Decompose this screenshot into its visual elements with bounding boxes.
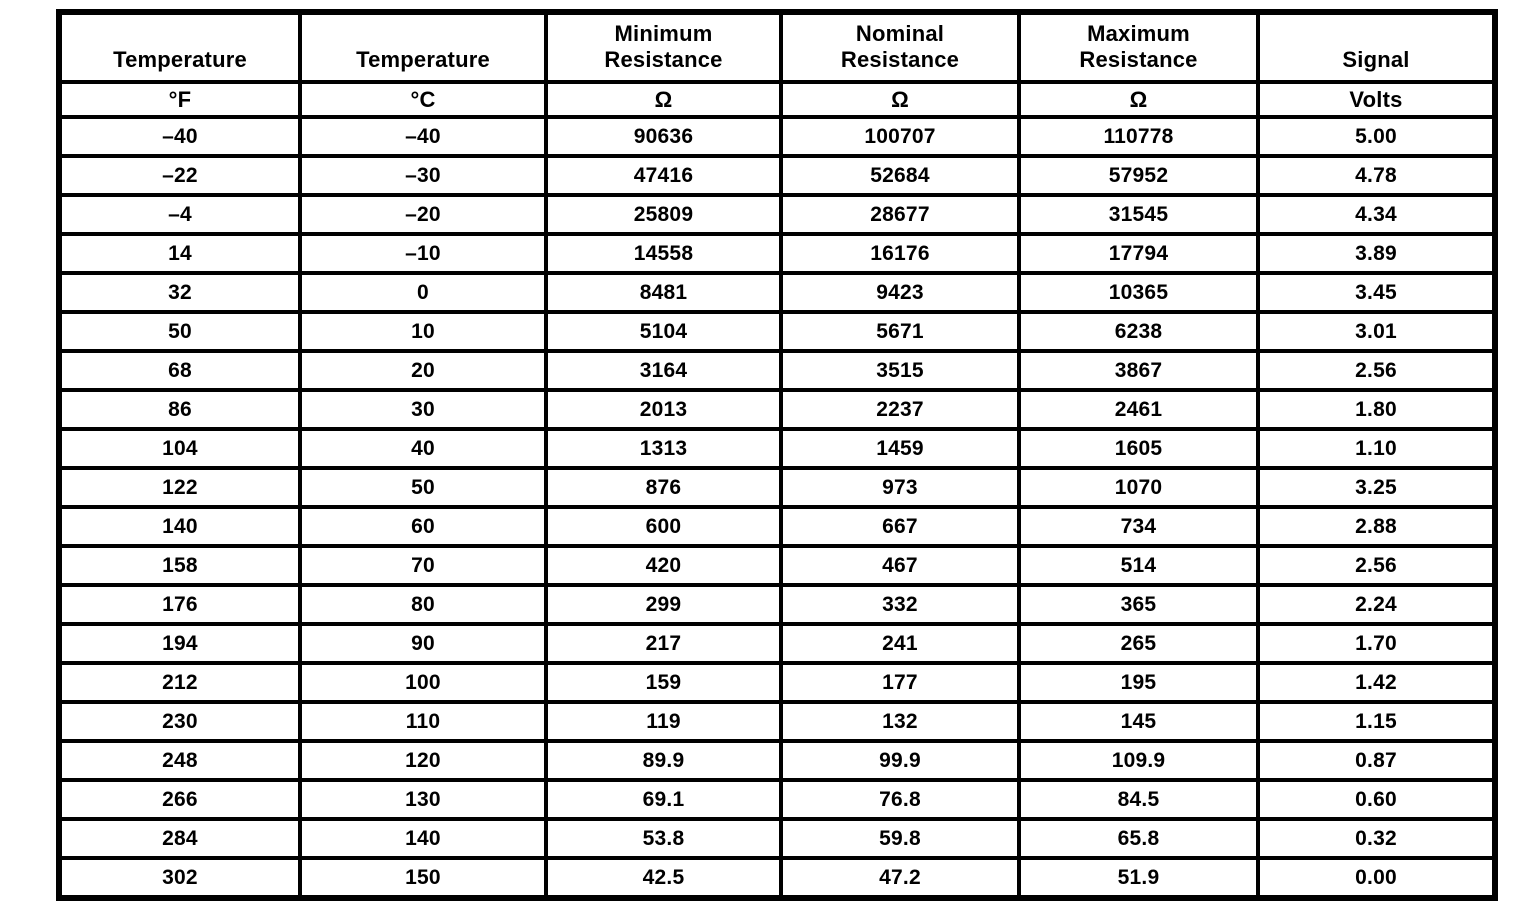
table-cell: 3867 xyxy=(1019,351,1258,390)
table-cell: 32 xyxy=(59,273,300,312)
table-cell: 51.9 xyxy=(1019,858,1258,898)
table-cell: 176 xyxy=(59,585,300,624)
table-cell: 16176 xyxy=(781,234,1019,273)
table-cell: 3.45 xyxy=(1258,273,1495,312)
table-cell: 28677 xyxy=(781,195,1019,234)
table-cell: 4.34 xyxy=(1258,195,1495,234)
table-cell: 5671 xyxy=(781,312,1019,351)
table-row xyxy=(59,429,1495,468)
table-cell: 600 xyxy=(546,507,781,546)
table-cell: 132 xyxy=(781,702,1019,741)
table-cell: 1.10 xyxy=(1258,429,1495,468)
table-cell: 194 xyxy=(59,624,300,663)
table-cell: –40 xyxy=(300,117,546,156)
table-row xyxy=(59,702,1495,741)
table-cell: 248 xyxy=(59,741,300,780)
table-cell: 47416 xyxy=(546,156,781,195)
table-cell: 109.9 xyxy=(1019,741,1258,780)
unit-ohms-max: Ω xyxy=(1019,82,1258,117)
table-row xyxy=(59,780,1495,819)
table-cell: 230 xyxy=(59,702,300,741)
table-cell: 0 xyxy=(300,273,546,312)
table-cell: 5.00 xyxy=(1258,117,1495,156)
table-cell: 119 xyxy=(546,702,781,741)
table-cell: 1459 xyxy=(781,429,1019,468)
unit-ohms-min: Ω xyxy=(546,82,781,117)
table-cell: 332 xyxy=(781,585,1019,624)
table-cell: 514 xyxy=(1019,546,1258,585)
table-cell: 104 xyxy=(59,429,300,468)
table-cell: 2461 xyxy=(1019,390,1258,429)
table-row xyxy=(59,858,1495,898)
unit-celsius: °C xyxy=(300,82,546,117)
table-cell: 241 xyxy=(781,624,1019,663)
table-cell: 0.60 xyxy=(1258,780,1495,819)
table-cell: 195 xyxy=(1019,663,1258,702)
table-cell: 57952 xyxy=(1019,156,1258,195)
col-header-line1: Nominal xyxy=(855,21,945,46)
table-cell: 122 xyxy=(59,468,300,507)
table-cell: 14 xyxy=(59,234,300,273)
table-header xyxy=(59,12,1495,117)
col-header-maximum-resistance xyxy=(1019,12,1258,82)
table-cell: 467 xyxy=(781,546,1019,585)
table-cell: 4.78 xyxy=(1258,156,1495,195)
table-cell: 1313 xyxy=(546,429,781,468)
table-cell: 159 xyxy=(546,663,781,702)
table-cell: 53.8 xyxy=(546,819,781,858)
table-cell: 140 xyxy=(59,507,300,546)
table-cell: 17794 xyxy=(1019,234,1258,273)
table-cell: 1605 xyxy=(1019,429,1258,468)
table-body xyxy=(59,117,1495,898)
table-cell: –22 xyxy=(59,156,300,195)
table-cell: 284 xyxy=(59,819,300,858)
table-cell: 110 xyxy=(300,702,546,741)
col-header-line2: Resistance xyxy=(604,47,723,72)
table-cell: 365 xyxy=(1019,585,1258,624)
table-row xyxy=(59,741,1495,780)
col-header-signal xyxy=(1258,12,1495,82)
table-cell: 8481 xyxy=(546,273,781,312)
table-cell: 40 xyxy=(300,429,546,468)
table-row xyxy=(59,663,1495,702)
col-header-minimum-resistance xyxy=(546,12,781,82)
col-header-line1: Maximum xyxy=(1087,21,1190,46)
table-cell: 47.2 xyxy=(781,858,1019,898)
table-cell: 734 xyxy=(1019,507,1258,546)
resistance-table xyxy=(56,9,1498,901)
table-cell: 9423 xyxy=(781,273,1019,312)
table-cell: 89.9 xyxy=(546,741,781,780)
table-cell: –30 xyxy=(300,156,546,195)
table-cell: 140 xyxy=(300,819,546,858)
table-cell: 84.5 xyxy=(1019,780,1258,819)
table-cell: 20 xyxy=(300,351,546,390)
col-header-line1: Minimum xyxy=(614,21,713,46)
table-cell: 1.15 xyxy=(1258,702,1495,741)
table-cell: 90 xyxy=(300,624,546,663)
table-cell: 120 xyxy=(300,741,546,780)
table-cell: 70 xyxy=(300,546,546,585)
table-cell: 266 xyxy=(59,780,300,819)
table-cell: 50 xyxy=(300,468,546,507)
table-cell: 100 xyxy=(300,663,546,702)
table-cell: 217 xyxy=(546,624,781,663)
table-cell: 65.8 xyxy=(1019,819,1258,858)
table-cell: 3.25 xyxy=(1258,468,1495,507)
table-cell: 2237 xyxy=(781,390,1019,429)
table-cell: 90636 xyxy=(546,117,781,156)
table-cell: 3515 xyxy=(781,351,1019,390)
table-row xyxy=(59,546,1495,585)
header-unit-row xyxy=(59,82,1495,117)
table-cell: 52684 xyxy=(781,156,1019,195)
table-cell: 177 xyxy=(781,663,1019,702)
table-cell: 299 xyxy=(546,585,781,624)
table-cell: 25809 xyxy=(546,195,781,234)
table-row xyxy=(59,351,1495,390)
table-cell: 1.80 xyxy=(1258,390,1495,429)
table-cell: 69.1 xyxy=(546,780,781,819)
table-cell: 31545 xyxy=(1019,195,1258,234)
table-cell: 2.56 xyxy=(1258,546,1495,585)
table-cell: 130 xyxy=(300,780,546,819)
col-header-line2: Resistance xyxy=(840,47,960,72)
table-cell: 10 xyxy=(300,312,546,351)
table-cell: 6238 xyxy=(1019,312,1258,351)
table-cell: 1.42 xyxy=(1258,663,1495,702)
table-cell: –10 xyxy=(300,234,546,273)
table-cell: 302 xyxy=(59,858,300,898)
table-row xyxy=(59,312,1495,351)
table-row xyxy=(59,819,1495,858)
col-header-temperature-f xyxy=(59,12,300,82)
table-cell: 14558 xyxy=(546,234,781,273)
table-row xyxy=(59,390,1495,429)
table-row xyxy=(59,195,1495,234)
col-header-temperature-c xyxy=(300,12,546,82)
table-cell: 212 xyxy=(59,663,300,702)
table-cell: 99.9 xyxy=(781,741,1019,780)
table-cell: 68 xyxy=(59,351,300,390)
table-cell: 2.24 xyxy=(1258,585,1495,624)
table-cell: 3.01 xyxy=(1258,312,1495,351)
table-cell: 3164 xyxy=(546,351,781,390)
table-row xyxy=(59,468,1495,507)
table-cell: 10365 xyxy=(1019,273,1258,312)
table-cell: 1.70 xyxy=(1258,624,1495,663)
table-row xyxy=(59,117,1495,156)
table-cell: 0.00 xyxy=(1258,858,1495,898)
table-cell: 265 xyxy=(1019,624,1258,663)
table-cell: 667 xyxy=(781,507,1019,546)
table-cell: 86 xyxy=(59,390,300,429)
unit-ohms-nominal: Ω xyxy=(781,82,1019,117)
table-cell: 59.8 xyxy=(781,819,1019,858)
table-cell: 30 xyxy=(300,390,546,429)
table-cell: 100707 xyxy=(781,117,1019,156)
table-row xyxy=(59,507,1495,546)
col-header-line1: Signal xyxy=(1342,47,1410,72)
table-row xyxy=(59,624,1495,663)
table-cell: 60 xyxy=(300,507,546,546)
unit-fahrenheit: °F xyxy=(59,82,300,117)
table-cell: 0.32 xyxy=(1258,819,1495,858)
table-row xyxy=(59,273,1495,312)
table-cell: 420 xyxy=(546,546,781,585)
col-header-line2: Resistance xyxy=(1079,47,1198,72)
table-cell: 76.8 xyxy=(781,780,1019,819)
table-cell: 2.56 xyxy=(1258,351,1495,390)
table-cell: 42.5 xyxy=(546,858,781,898)
table-cell: 973 xyxy=(781,468,1019,507)
table-cell: 876 xyxy=(546,468,781,507)
table-cell: 0.87 xyxy=(1258,741,1495,780)
table-cell: 50 xyxy=(59,312,300,351)
col-header-line1: Temperature xyxy=(356,47,490,72)
unit-volts: Volts xyxy=(1258,82,1495,117)
header-title-row xyxy=(59,12,1495,82)
table-row xyxy=(59,156,1495,195)
table-cell: 2013 xyxy=(546,390,781,429)
col-header-nominal-resistance xyxy=(781,12,1019,82)
table-cell: 2.88 xyxy=(1258,507,1495,546)
table-cell: –20 xyxy=(300,195,546,234)
table-cell: 110778 xyxy=(1019,117,1258,156)
table-cell: 5104 xyxy=(546,312,781,351)
table-cell: 158 xyxy=(59,546,300,585)
table-cell: 3.89 xyxy=(1258,234,1495,273)
col-header-line1: Temperature xyxy=(113,47,247,72)
table-cell: 80 xyxy=(300,585,546,624)
table-row xyxy=(59,234,1495,273)
table-cell: 1070 xyxy=(1019,468,1258,507)
table-cell: 145 xyxy=(1019,702,1258,741)
table-cell: –4 xyxy=(59,195,300,234)
table-row xyxy=(59,585,1495,624)
table-cell: 150 xyxy=(300,858,546,898)
table-cell: –40 xyxy=(59,117,300,156)
